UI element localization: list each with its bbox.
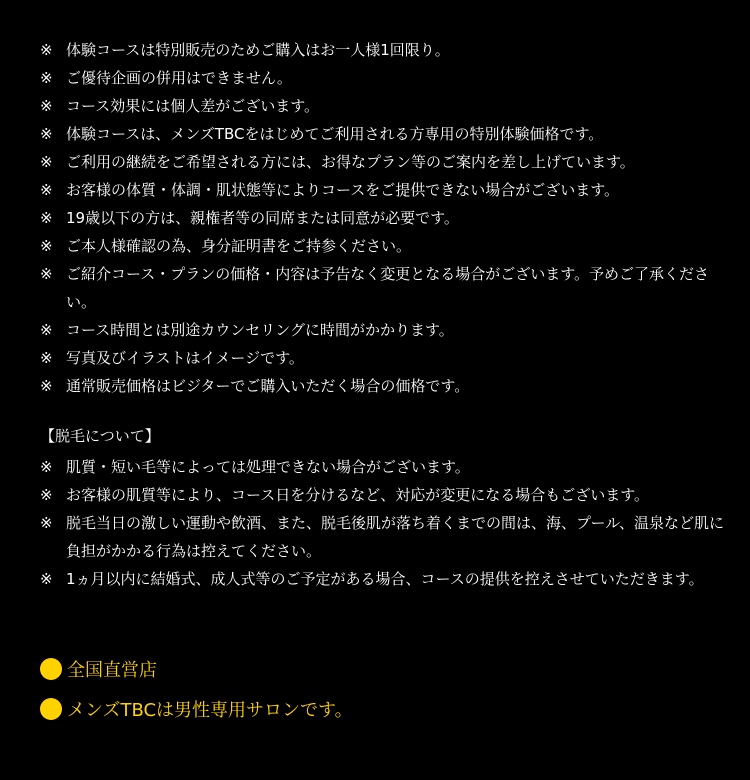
note-mark: ※ xyxy=(40,377,53,395)
note-item xyxy=(40,176,730,204)
note-mark: ※ xyxy=(40,181,53,199)
yellow-circle-icon xyxy=(40,698,62,720)
notes-list xyxy=(40,36,730,400)
note-item xyxy=(40,372,730,400)
hair-removal-notes-list xyxy=(40,453,730,593)
note-mark: ※ xyxy=(40,349,53,367)
feature-list xyxy=(40,654,353,734)
note-item xyxy=(40,232,730,260)
note-text: 1ヵ月以内に結婚式、成人式等のご予定がある場合、コースの提供を控えさせていただきます。 xyxy=(66,570,704,588)
note-text: ご本人様確認の為、身分証明書をご持参ください。 xyxy=(66,237,412,255)
note-item xyxy=(40,204,730,232)
hair-removal-note-item xyxy=(40,565,730,593)
feature-item xyxy=(40,694,353,724)
note-item xyxy=(40,64,730,92)
note-item xyxy=(40,148,730,176)
note-mark: ※ xyxy=(40,514,53,532)
note-text: ご優待企画の併用はできません。 xyxy=(66,69,292,87)
note-mark: ※ xyxy=(40,41,53,59)
note-mark: ※ xyxy=(40,486,53,504)
hair-removal-note-item xyxy=(40,481,730,509)
note-text: コース時間とは別途カウンセリングに時間がかかります。 xyxy=(66,321,454,339)
note-text: 体験コースは特別販売のためご購入はお一人様1回限り。 xyxy=(66,41,450,59)
yellow-circle-icon xyxy=(40,658,62,680)
note-text: ご利用の継続をご希望される方には、お得なプラン等のご案内を差し上げています。 xyxy=(66,153,635,171)
note-mark: ※ xyxy=(40,265,53,283)
hair-removal-note-item xyxy=(40,453,730,481)
note-text: コース効果には個人差がございます。 xyxy=(66,97,320,115)
note-mark: ※ xyxy=(40,209,53,227)
note-mark: ※ xyxy=(40,570,53,588)
note-mark: ※ xyxy=(40,125,53,143)
hair-removal-note-item xyxy=(40,509,730,565)
feature-label: メンズTBCは男性専用サロンです。 xyxy=(67,700,353,721)
note-mark: ※ xyxy=(40,458,53,476)
hair-removal-heading: 【脱毛について】 xyxy=(40,427,160,445)
note-item xyxy=(40,260,730,316)
note-mark: ※ xyxy=(40,153,53,171)
feature-item xyxy=(40,654,353,684)
note-text: 写真及びイラストはイメージです。 xyxy=(66,349,304,367)
note-item xyxy=(40,316,730,344)
note-text: 脱毛当日の激しい運動や飲酒、また、脱毛後肌が落ち着くまでの間は、海、プール、温泉など肌に負担がかかる行為は控えてください。 xyxy=(66,514,725,560)
note-mark: ※ xyxy=(40,237,53,255)
note-mark: ※ xyxy=(40,97,53,115)
note-text: 肌質・短い毛等によっては処理できない場合がございます。 xyxy=(66,458,470,476)
note-mark: ※ xyxy=(40,69,53,87)
note-item xyxy=(40,120,730,148)
note-text: ご紹介コース・プランの価格・内容は予告なく変更となる場合がございます。予めご了承ください。 xyxy=(66,265,710,311)
note-text: 通常販売価格はビジターでご購入いただく場合の価格です。 xyxy=(66,377,470,395)
note-item xyxy=(40,36,730,64)
note-mark: ※ xyxy=(40,321,53,339)
note-text: お客様の肌質等により、コース日を分けるなど、対応が変更になる場合もございます。 xyxy=(66,486,650,504)
note-text: お客様の体質・体調・肌状態等によりコースをご提供できない場合がございます。 xyxy=(66,181,620,199)
note-text: 体験コースは、メンズTBCをはじめてご利用される方専用の特別体験価格です。 xyxy=(66,125,604,143)
feature-label: 全国直営店 xyxy=(67,660,157,681)
note-item xyxy=(40,344,730,372)
note-text: 19歳以下の方は、親権者等の同席または同意が必要です。 xyxy=(66,209,459,227)
note-item xyxy=(40,92,730,120)
